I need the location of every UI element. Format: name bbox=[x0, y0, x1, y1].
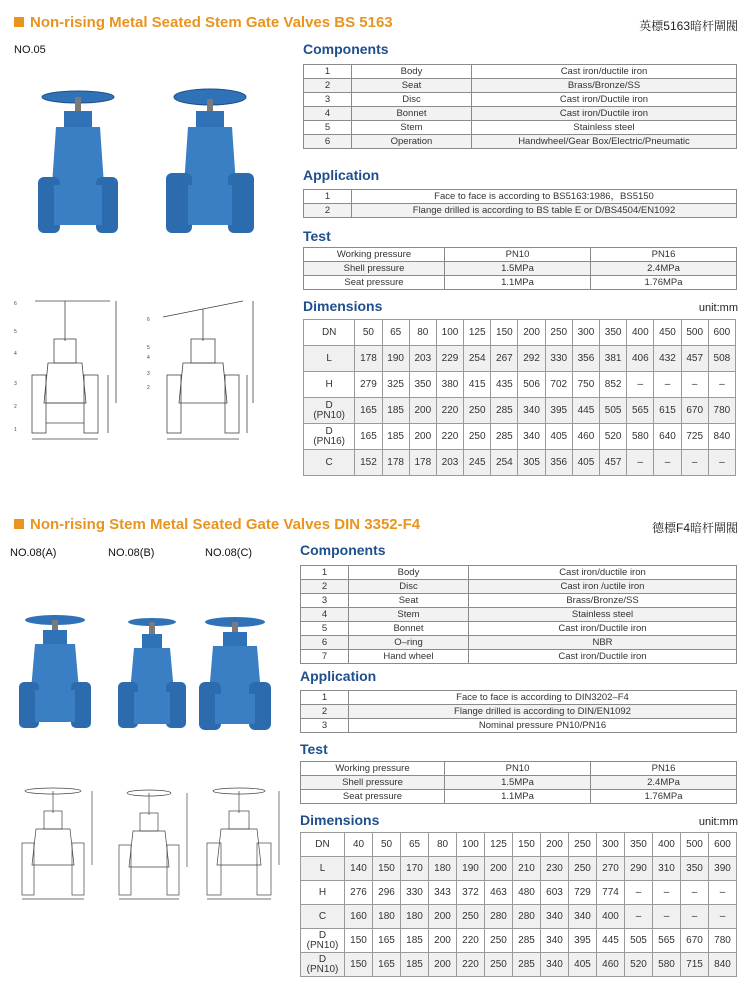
title-marker-icon bbox=[14, 17, 24, 27]
svg-text:5: 5 bbox=[14, 329, 17, 335]
table-row: 2 Seat Brass/Bronze/SS bbox=[304, 79, 737, 93]
svg-text:1: 1 bbox=[14, 427, 17, 433]
svg-text:6: 6 bbox=[147, 317, 150, 323]
table-row: 6 Operation Handwheel/Gear Box/Electric/Pneumatic bbox=[304, 135, 737, 149]
gate-valve-photo-front bbox=[30, 85, 130, 245]
table-row: DN 40 50 65 80 100 125 150 200 250 300 350 400 500 600 bbox=[301, 833, 737, 857]
table-row: H 276 296 330 343 372 463 480 603 729 774 – – – – bbox=[301, 881, 737, 905]
unit-label: unit:mm bbox=[698, 816, 738, 828]
model-number-b: NO.08(B) bbox=[108, 547, 155, 559]
test-heading: Test bbox=[303, 228, 331, 244]
table-row: 3 Seat Brass/Bronze/SS bbox=[301, 594, 737, 608]
gate-valve-drawing-section bbox=[10, 293, 135, 443]
application-heading: Application bbox=[300, 668, 377, 684]
model-number: NO.05 bbox=[14, 44, 46, 56]
table-row: Shell pressure 1.5MPa 2.4MPa bbox=[301, 776, 737, 790]
gate-valve-photo-c bbox=[195, 612, 275, 737]
table-row: 1 Face to face is according to BS5163:1986，BS5150 bbox=[304, 190, 737, 204]
table-row: C 160 180 180 200 250 280 280 340 340 400 – – – – bbox=[301, 905, 737, 929]
table-row: 5 Stem Stainless steel bbox=[304, 121, 737, 135]
gate-valve-photo-angled bbox=[160, 85, 260, 245]
table-row: 7 Hand wheel Cast iron/Ductile iron bbox=[301, 650, 737, 664]
svg-text:3: 3 bbox=[14, 381, 17, 387]
svg-text:2: 2 bbox=[14, 404, 17, 410]
unit-label: unit:mm bbox=[698, 302, 738, 314]
table-row: 2 Disc Cast iron /uctile iron bbox=[301, 580, 737, 594]
table-row: 3 Nominal pressure PN10/PN16 bbox=[301, 719, 737, 733]
model-number-a: NO.08(A) bbox=[10, 547, 57, 559]
dimensions-heading: Dimensions bbox=[303, 298, 383, 314]
table-row: 6 O–ring NBR bbox=[301, 636, 737, 650]
section2-chinese-title: 德標F4暗杆閘閥 bbox=[651, 521, 738, 535]
section1-title: Non-rising Metal Seated Stem Gate Valves BS 5163 bbox=[14, 14, 393, 31]
table-row: D (PN10) 150 165 185 200 220 250 285 340 395 445 505 565 670 780 bbox=[301, 929, 737, 953]
dimensions-table bbox=[303, 319, 736, 476]
application-table bbox=[303, 189, 737, 218]
svg-text:2: 2 bbox=[147, 385, 150, 391]
test-table bbox=[300, 761, 737, 804]
svg-text:6: 6 bbox=[14, 301, 17, 307]
application-table bbox=[300, 690, 737, 733]
table-row: 2 Flange drilled is according to DIN/EN1092 bbox=[301, 705, 737, 719]
dimensions-heading: Dimensions bbox=[300, 812, 380, 828]
svg-text:4: 4 bbox=[14, 351, 17, 357]
components-table bbox=[303, 64, 737, 149]
table-row: 2 Flange drilled is according to BS table E or D/BS4504/EN1092 bbox=[304, 204, 737, 218]
test-heading: Test bbox=[300, 741, 328, 757]
dimensions-table bbox=[300, 832, 737, 977]
table-row: C 152 178 178 203 245 254 305 356 405 457 – – – – bbox=[304, 450, 736, 476]
table-row: 3 Disc Cast iron/Ductile iron bbox=[304, 93, 737, 107]
gate-valve-drawing-outline bbox=[143, 293, 268, 443]
application-heading: Application bbox=[303, 167, 380, 183]
table-row: D (PN10) 150 165 185 200 220 250 285 340 405 460 520 580 715 840 bbox=[301, 953, 737, 977]
table-row: 1 Body Cast iron/ductile iron bbox=[301, 566, 737, 580]
table-row: 4 Bonnet Cast iron/Ductile iron bbox=[304, 107, 737, 121]
table-row: 4 Stem Stainless steel bbox=[301, 608, 737, 622]
gate-valve-drawing-c bbox=[195, 783, 285, 903]
table-row: 5 Bonnet Cast iron/Ductile iron bbox=[301, 622, 737, 636]
title-marker-icon bbox=[14, 519, 24, 529]
table-row: Working pressure PN10 PN16 bbox=[304, 248, 737, 262]
svg-text:3: 3 bbox=[147, 371, 150, 377]
table-row: L 140 150 170 180 190 200 210 230 250 270 290 310 350 390 bbox=[301, 857, 737, 881]
table-row: Working pressure PN10 PN16 bbox=[301, 762, 737, 776]
svg-text:4: 4 bbox=[147, 355, 150, 361]
gate-valve-photo-b bbox=[112, 612, 192, 737]
model-number-c: NO.08(C) bbox=[205, 547, 253, 559]
gate-valve-drawing-a bbox=[8, 783, 103, 903]
table-row: Seat pressure 1.1MPa 1.76MPa bbox=[301, 790, 737, 804]
components-heading: Components bbox=[300, 542, 386, 558]
gate-valve-photo-a bbox=[15, 610, 95, 735]
section1-chinese-title: 英標5163暗杆閘閥 bbox=[639, 19, 738, 33]
table-row: Seat pressure 1.1MPa 1.76MPa bbox=[304, 276, 737, 290]
test-table bbox=[303, 247, 737, 290]
table-row: D (PN10) 165 185 200 220 250 285 340 395 445 505 565 615 670 780 bbox=[304, 398, 736, 424]
table-row: 1 Face to face is according to DIN3202–F4 bbox=[301, 691, 737, 705]
svg-text:5: 5 bbox=[147, 345, 150, 351]
table-row: DN 50 65 80 100 125 150 200 250 300 350 400 450 500 600 bbox=[304, 320, 736, 346]
gate-valve-drawing-b bbox=[105, 783, 195, 903]
table-row: 1 Body Cast iron/ductile iron bbox=[304, 65, 737, 79]
table-row: H 279 325 350 380 415 435 506 702 750 852 – – – – bbox=[304, 372, 736, 398]
table-row: Shell pressure 1.5MPa 2.4MPa bbox=[304, 262, 737, 276]
table-row: L 178 190 203 229 254 267 292 330 356 381 406 432 457 508 bbox=[304, 346, 736, 372]
components-heading: Components bbox=[303, 41, 389, 57]
components-table bbox=[300, 565, 737, 664]
section2-title: Non-rising Stem Metal Seated Gate Valves DIN 3352-F4 bbox=[14, 516, 420, 533]
table-row: D (PN16) 165 185 200 220 250 285 340 405 460 520 580 640 725 840 bbox=[304, 424, 736, 450]
